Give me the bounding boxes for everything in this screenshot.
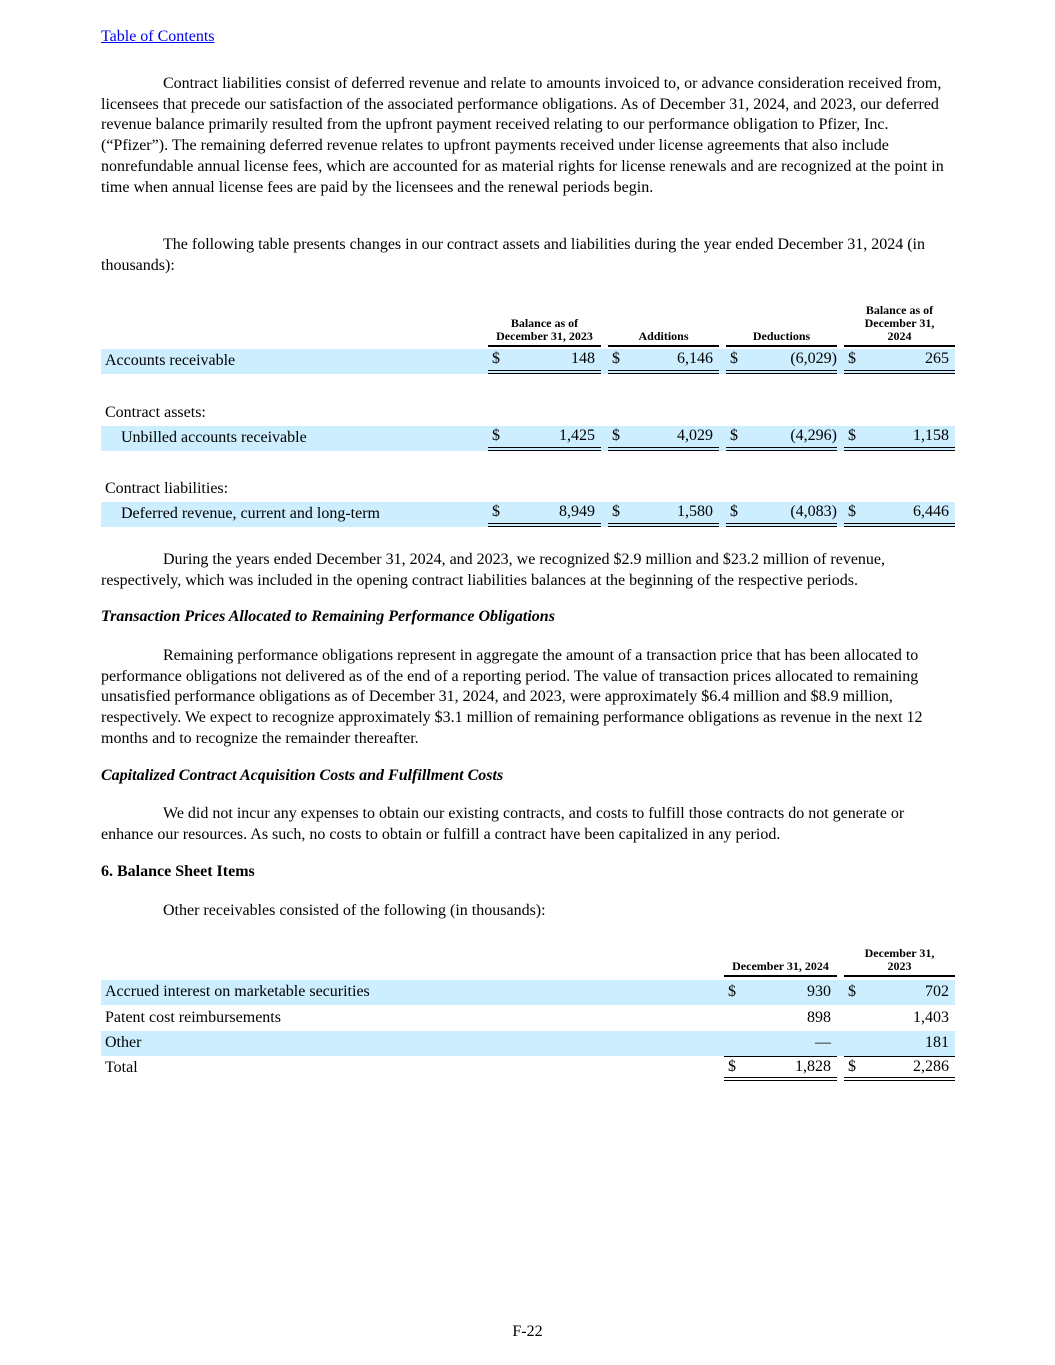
value: 898	[807, 1009, 831, 1027]
currency: $	[848, 983, 856, 1001]
paragraph-capitalized-costs: We did not incur any expenses to obtain our existing contracts, and costs to fulfill those contracts do not generate or enhance our resources. As such, no costs to obtain or fulfill a contract have been capitalized in any period.	[101, 805, 905, 843]
currency: $	[492, 350, 500, 368]
table1-header-col: Additions	[608, 330, 719, 347]
currency: $	[728, 1057, 736, 1075]
currency: $	[730, 503, 738, 521]
table-of-contents-link[interactable]: Table of Contents	[101, 28, 215, 45]
paragraph-other-receivables: Other receivables consisted of the following (in thousands):	[163, 902, 546, 919]
heading-transaction-prices: Transaction Prices Allocated to Remaining Performance Obligations	[101, 608, 555, 625]
row-label: Total	[105, 1059, 138, 1077]
value: (4,296)	[790, 427, 837, 445]
value: —	[815, 1034, 831, 1052]
value: 1,425	[559, 427, 595, 445]
value: 6,446	[913, 503, 949, 521]
row-label: Accrued interest on marketable securities	[105, 983, 370, 1001]
table1-header-col: Deductions	[726, 330, 837, 347]
value: 1,580	[677, 503, 713, 521]
table-row-total	[101, 1056, 955, 1081]
currency: $	[730, 427, 738, 445]
currency: $	[612, 427, 620, 445]
value: 181	[925, 1034, 949, 1052]
currency: $	[848, 427, 856, 445]
row-label: Unbilled accounts receivable	[121, 429, 307, 447]
row-label: Accounts receivable	[105, 352, 236, 370]
table2-header	[724, 947, 955, 977]
currency: $	[612, 350, 620, 368]
toc-row	[101, 27, 955, 48]
table2-header-col: December 31, 2024	[724, 960, 837, 977]
table2-header-col: December 31, 2023	[844, 947, 955, 977]
paragraph-remaining-obligations: Remaining performance obligations represent in aggregate the amount of a transaction price that has been allocated to performance obligations not delivered as of the end of a reporting period. The value of transaction prices allocated to remaining unsatisfied performance obligations as of December 31, 2024, and 2023, were approximately $6.4 million and $8.9 million, respectively. We expect to recognize approximately $3.1 million of remaining performance obligations as revenue in the next 12 months and to recognize the remainder thereafter.	[101, 647, 923, 747]
value: 265	[925, 350, 949, 368]
table1-header-col: Balance as of December 31, 2024	[844, 304, 955, 347]
paragraph-recognized-revenue: During the years ended December 31, 2024, and 2023, we recognized $2.9 million and $23.2 million of revenue, respectively, which was included in the opening contract liabilities balances at the beginning of the respective periods.	[101, 551, 886, 589]
value: 6,146	[677, 350, 713, 368]
table1-header	[488, 304, 955, 347]
table-row	[101, 1031, 955, 1056]
table1-header-col: Balance as of December 31, 2023	[488, 317, 601, 347]
heading-capitalized-costs: Capitalized Contract Acquisition Costs and Fulfillment Costs	[101, 767, 504, 784]
currency: $	[612, 503, 620, 521]
currency: $	[848, 1057, 856, 1075]
currency: $	[492, 503, 500, 521]
table-row	[101, 502, 955, 527]
table-row	[101, 980, 955, 1005]
value: 702	[925, 983, 949, 1001]
heading-balance-sheet-items: 6. Balance Sheet Items	[101, 863, 255, 880]
row-label: Patent cost reimbursements	[105, 1009, 281, 1027]
section-label: Contract assets:	[105, 404, 206, 421]
row-label: Other	[105, 1034, 142, 1052]
table-row	[101, 426, 955, 451]
section-label: Contract liabilities:	[105, 480, 229, 497]
value: (6,029)	[790, 350, 837, 368]
paragraph-contract-liabilities: Contract liabilities consist of deferred revenue and relate to amounts invoiced to, or advance consideration received from, licensees that precede our satisfaction of the associated performance obligations. As of December 31, 2024, and 2023, our deferred revenue balance primarily resulted from the upfront payment received relating to our performance obligation to Pfizer, Inc. (“Pfizer”). The remaining deferred revenue relates to upfront payments received under license agreements that also include nonrefundable annual license fees, which are accounted for as material rights for license renewals and are recognized at the point in time when annual license fees are paid by the licensees and the renewal periods begin.	[101, 75, 944, 196]
value: 2,286	[913, 1057, 949, 1075]
value: 4,029	[677, 427, 713, 445]
table-row	[101, 1006, 955, 1031]
value: 1,828	[795, 1057, 831, 1075]
value: 1,158	[913, 427, 949, 445]
table-row	[101, 349, 955, 374]
row-label: Deferred revenue, current and long-term	[121, 505, 380, 523]
paragraph-table-intro: The following table presents changes in our contract assets and liabilities during the year ended December 31, 2024 (in thousands):	[101, 236, 925, 274]
value: (4,083)	[790, 503, 837, 521]
page-number: F-22	[512, 1323, 543, 1340]
value: 1,403	[913, 1009, 949, 1027]
value: 148	[571, 350, 595, 368]
currency: $	[728, 983, 736, 1001]
currency: $	[848, 350, 856, 368]
value: 8,949	[559, 503, 595, 521]
currency: $	[730, 350, 738, 368]
currency: $	[848, 503, 856, 521]
value: 930	[807, 983, 831, 1001]
currency: $	[492, 427, 500, 445]
